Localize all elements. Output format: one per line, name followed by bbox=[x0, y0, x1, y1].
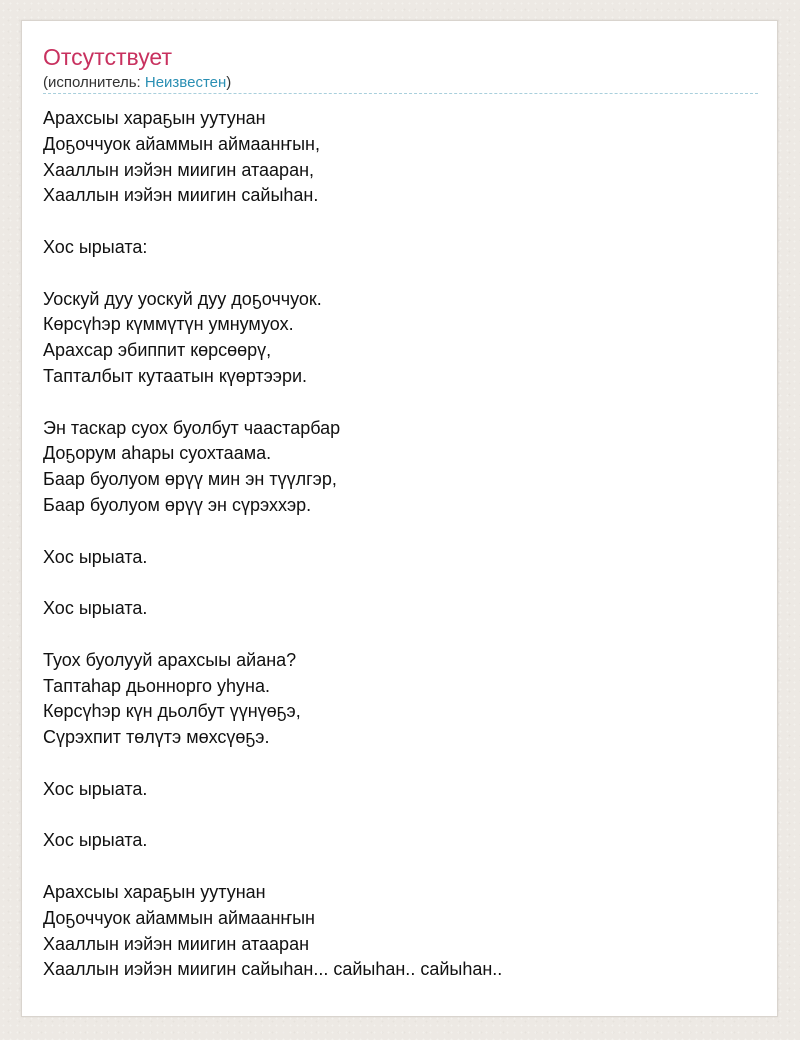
lyric-line: Эн таскар суох буолбут чаастарбар bbox=[43, 417, 341, 438]
lyric-line: Хос ырыата. bbox=[43, 778, 148, 799]
lyrics-stanza bbox=[43, 880, 758, 983]
lyric-line: Арахсыы хараҕын уутунан bbox=[43, 881, 266, 902]
lyric-line: Доҕорум аһары суохтаама. bbox=[43, 443, 272, 464]
lyric-line: Баар буолуом өрүү мин эн түүлгэр, bbox=[43, 469, 337, 490]
lyric-line: Арахсар эбиппит көрсөөрү, bbox=[43, 340, 272, 361]
lyrics-card bbox=[21, 20, 778, 1017]
lyrics-stanza bbox=[43, 648, 758, 751]
lyric-line: Хааллын иэйэн миигин сайыһан... сайыһан.. сайыһан.. bbox=[43, 959, 503, 980]
dashed-divider bbox=[43, 93, 758, 94]
lyric-line: Тапталбыт кутаатын күөртээри. bbox=[43, 365, 308, 386]
lyrics-stanza bbox=[43, 545, 758, 571]
lyric-line: Сүрэхпит төлүтэ мөхсүөҕэ. bbox=[43, 727, 270, 748]
lyrics-stanza bbox=[43, 287, 758, 390]
lyric-line: Арахсыы хараҕын уутунан bbox=[43, 108, 266, 128]
lyrics-stanza bbox=[43, 235, 758, 261]
artist-suffix: ) bbox=[226, 74, 232, 91]
lyric-line: Хааллын иэйэн миигин сайыһан. bbox=[43, 185, 319, 206]
song-title: Отсутствует bbox=[43, 44, 172, 70]
lyrics-stanza bbox=[43, 106, 758, 209]
lyric-line: Хос ырыата. bbox=[43, 598, 148, 619]
lyric-line: Доҕоччуок айаммын аймаанҥын, bbox=[43, 133, 320, 154]
lyric-line: Туох буолууй арахсыы айана? bbox=[43, 649, 297, 670]
lyric-line: Хос ырыата. bbox=[43, 830, 148, 851]
lyric-line: Хааллын иэйэн миигин атааран, bbox=[43, 159, 315, 180]
lyrics-stanza bbox=[43, 416, 758, 519]
lyrics-stanza bbox=[43, 828, 758, 854]
lyric-line: Доҕоччуок айаммын аймаанҥын bbox=[43, 907, 315, 928]
lyrics-body bbox=[43, 106, 758, 983]
lyric-line: Таптаһар дьоннорго уһуна. bbox=[43, 675, 270, 696]
lyric-line: Хос ырыата: bbox=[43, 236, 148, 257]
lyric-line: Хос ырыата. bbox=[43, 546, 148, 567]
lyric-line: Көрсүһэр күн дьолбут үүнүөҕэ, bbox=[43, 701, 301, 722]
artist-line bbox=[43, 72, 231, 94]
artist-prefix: (исполнитель: bbox=[43, 74, 145, 91]
artist-link[interactable]: Неизвестен bbox=[144, 74, 227, 91]
lyric-line: Көрсүһэр күммүтүн умнумуох. bbox=[43, 314, 294, 335]
lyric-line: Уоскуй дуу уоскуй дуу доҕоччуок. bbox=[43, 288, 322, 309]
lyrics-stanza bbox=[43, 777, 758, 803]
lyric-line: Баар буолуом өрүү эн сүрэххэр. bbox=[43, 494, 312, 515]
lyrics-stanza bbox=[43, 596, 758, 622]
lyric-line: Хааллын иэйэн миигин атааран bbox=[43, 933, 310, 954]
